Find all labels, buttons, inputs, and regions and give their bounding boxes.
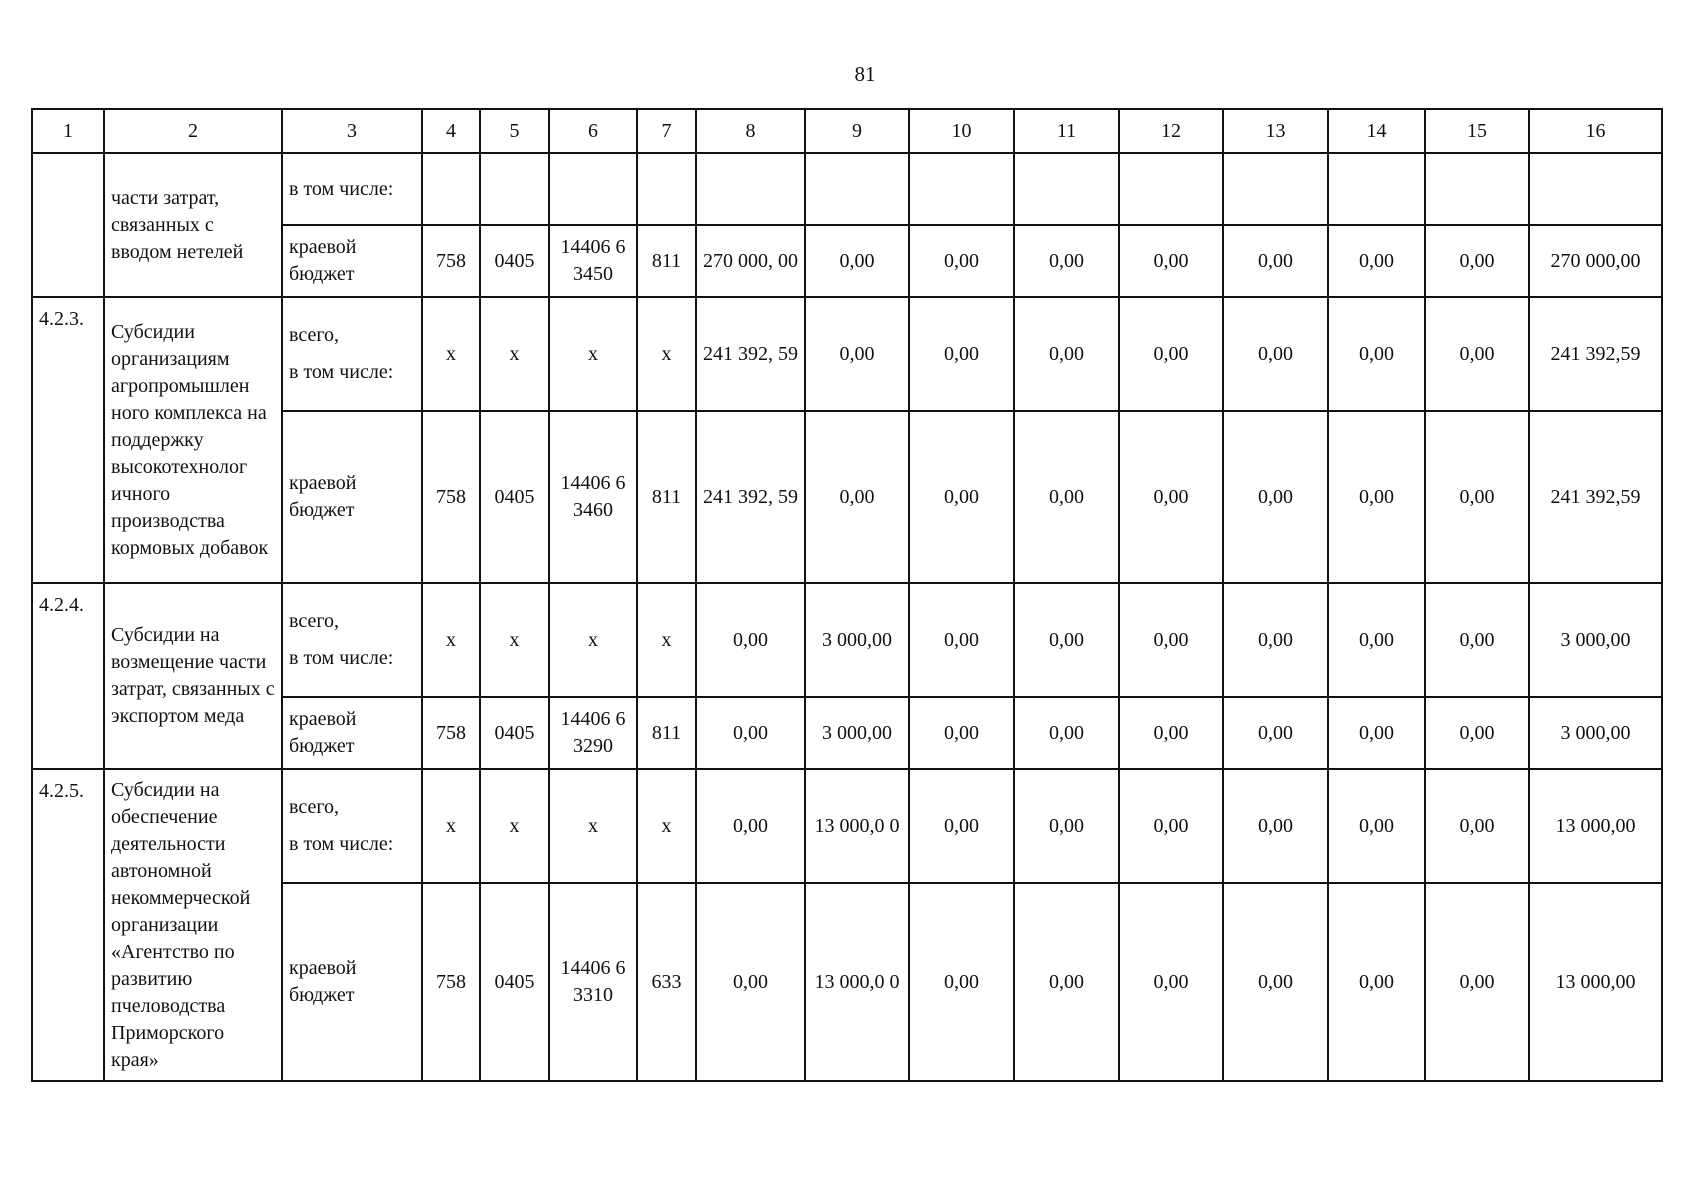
- cell-value: 0,00: [1328, 583, 1425, 697]
- cell-value: 0,00: [909, 583, 1014, 697]
- cell-value: 0,00: [1328, 883, 1425, 1081]
- cell-value: 3 000,00: [1529, 697, 1662, 769]
- source-total-label: всего,: [289, 796, 340, 818]
- cell-value: 0,00: [1425, 411, 1529, 583]
- column-header: 15: [1425, 109, 1529, 153]
- cell-value: 0,00: [1014, 225, 1119, 297]
- source-label: [282, 297, 422, 411]
- cell-value: 811: [637, 697, 696, 769]
- cell-value: 0,00: [909, 225, 1014, 297]
- cell-value: 270 000, 00: [696, 225, 805, 297]
- source-total-label: всего,: [289, 610, 340, 632]
- item-code: 4.2.4.: [32, 583, 104, 769]
- column-header: 5: [480, 109, 549, 153]
- cell-value: х: [549, 769, 637, 883]
- cell-value: 0,00: [909, 697, 1014, 769]
- cell-value: 0,00: [909, 411, 1014, 583]
- cell-value: 0,00: [1328, 697, 1425, 769]
- cell-value: 13 000,00: [1529, 769, 1662, 883]
- column-header: 2: [104, 109, 282, 153]
- item-name: Субсидии организациям агропромышлен ного комплекса на поддержку высокотехнолог ичного производства кормовых добавок: [104, 297, 282, 583]
- cell-value: 3 000,00: [1529, 583, 1662, 697]
- cell-value: 13 000,0 0: [805, 883, 909, 1081]
- cell-value: 241 392,59: [1529, 411, 1662, 583]
- source-label: краевой бюджет: [282, 225, 422, 297]
- cell-value: 758: [422, 697, 480, 769]
- cell-value: [1328, 153, 1425, 225]
- source-including-label: в том числе:: [289, 647, 394, 669]
- cell-value: 0,00: [1223, 769, 1328, 883]
- column-header: 4: [422, 109, 480, 153]
- cell-value: 0,00: [1014, 883, 1119, 1081]
- cell-value: 14406 63310: [549, 883, 637, 1081]
- cell-value: 0,00: [1119, 883, 1223, 1081]
- cell-value: 0,00: [1119, 583, 1223, 697]
- page-number: 81: [854, 62, 876, 86]
- column-header: 7: [637, 109, 696, 153]
- source-label: краевой бюджет: [282, 697, 422, 769]
- column-header: 12: [1119, 109, 1223, 153]
- column-header: 8: [696, 109, 805, 153]
- cell-value: 0,00: [1014, 411, 1119, 583]
- cell-value: 0,00: [1119, 297, 1223, 411]
- cell-value: [637, 153, 696, 225]
- cell-value: [1014, 153, 1119, 225]
- cell-value: [1425, 153, 1529, 225]
- cell-value: х: [549, 583, 637, 697]
- column-header: 6: [549, 109, 637, 153]
- source-including-label: в том числе:: [289, 833, 394, 855]
- cell-value: 811: [637, 225, 696, 297]
- cell-value: [1119, 153, 1223, 225]
- cell-value: 0,00: [1425, 225, 1529, 297]
- cell-value: 0,00: [696, 697, 805, 769]
- cell-value: [696, 153, 805, 225]
- cell-value: 0,00: [1425, 883, 1529, 1081]
- column-header: 13: [1223, 109, 1328, 153]
- cell-value: х: [637, 583, 696, 697]
- cell-value: 3 000,00: [805, 697, 909, 769]
- cell-value: 0,00: [805, 411, 909, 583]
- cell-value: 0,00: [696, 883, 805, 1081]
- cell-value: 0,00: [1223, 225, 1328, 297]
- cell-value: 633: [637, 883, 696, 1081]
- cell-value: [805, 153, 909, 225]
- cell-value: 0,00: [1119, 769, 1223, 883]
- column-header: 3: [282, 109, 422, 153]
- cell-value: 3 000,00: [805, 583, 909, 697]
- cell-value: 0,00: [1328, 411, 1425, 583]
- cell-value: 0,00: [1223, 883, 1328, 1081]
- cell-value: 758: [422, 225, 480, 297]
- cell-value: 0,00: [1425, 583, 1529, 697]
- table-row: [32, 769, 1662, 883]
- source-label: [282, 769, 422, 883]
- cell-value: 0,00: [1425, 697, 1529, 769]
- cell-value: [480, 153, 549, 225]
- cell-value: 0,00: [909, 883, 1014, 1081]
- source-total-label: всего,: [289, 324, 340, 346]
- cell-value: 0,00: [1223, 697, 1328, 769]
- cell-value: 0,00: [1223, 411, 1328, 583]
- cell-value: 0,00: [1223, 297, 1328, 411]
- item-name: Субсидии на возмещение части затрат, связанных с экспортом меда: [104, 583, 282, 769]
- item-code: 4.2.3.: [32, 297, 104, 583]
- cell-value: 758: [422, 883, 480, 1081]
- cell-value: 241 392, 59: [696, 297, 805, 411]
- cell-value: 0,00: [1014, 769, 1119, 883]
- column-header: 10: [909, 109, 1014, 153]
- column-header: 14: [1328, 109, 1425, 153]
- cell-value: 241 392, 59: [696, 411, 805, 583]
- cell-value: х: [549, 297, 637, 411]
- cell-value: 270 000,00: [1529, 225, 1662, 297]
- source-label: в том числе:: [282, 153, 422, 225]
- cell-value: 0,00: [1119, 225, 1223, 297]
- cell-value: 758: [422, 411, 480, 583]
- source-label: краевой бюджет: [282, 411, 422, 583]
- cell-value: 0,00: [1014, 697, 1119, 769]
- cell-value: 0,00: [1328, 297, 1425, 411]
- cell-value: х: [480, 769, 549, 883]
- item-code: [32, 153, 104, 297]
- cell-value: 811: [637, 411, 696, 583]
- cell-value: 0,00: [1119, 411, 1223, 583]
- cell-value: 14406 63460: [549, 411, 637, 583]
- cell-value: 241 392,59: [1529, 297, 1662, 411]
- table-row: [32, 583, 1662, 697]
- item-name: части затрат, связанных с вводом нетелей: [104, 153, 282, 297]
- cell-value: 0405: [480, 225, 549, 297]
- source-label: краевой бюджет: [282, 883, 422, 1081]
- cell-value: х: [422, 583, 480, 697]
- cell-value: 0405: [480, 883, 549, 1081]
- column-header: 9: [805, 109, 909, 153]
- budget-table: [31, 108, 1663, 1082]
- cell-value: 0,00: [1328, 225, 1425, 297]
- header-row: [32, 109, 1662, 153]
- column-header: 11: [1014, 109, 1119, 153]
- cell-value: х: [480, 297, 549, 411]
- cell-value: 0,00: [1014, 297, 1119, 411]
- table-row: [32, 297, 1662, 411]
- cell-value: 0,00: [1119, 697, 1223, 769]
- source-label: [282, 583, 422, 697]
- cell-value: 14406 63450: [549, 225, 637, 297]
- item-name: Субсидии на обеспечение деятельности автономной некоммерческой организации «Агентство по развитию пчеловодства Приморского края»: [104, 769, 282, 1081]
- cell-value: х: [480, 583, 549, 697]
- cell-value: х: [637, 769, 696, 883]
- cell-value: 0,00: [805, 225, 909, 297]
- cell-value: 0,00: [805, 297, 909, 411]
- cell-value: х: [637, 297, 696, 411]
- cell-value: 14406 63290: [549, 697, 637, 769]
- cell-value: [422, 153, 480, 225]
- cell-value: 0,00: [1425, 769, 1529, 883]
- cell-value: 0,00: [909, 297, 1014, 411]
- table-row: [32, 153, 1662, 225]
- cell-value: [909, 153, 1014, 225]
- cell-value: 0405: [480, 411, 549, 583]
- cell-value: [1223, 153, 1328, 225]
- cell-value: 13 000,0 0: [805, 769, 909, 883]
- cell-value: 0,00: [696, 769, 805, 883]
- cell-value: х: [422, 769, 480, 883]
- cell-value: 0,00: [909, 769, 1014, 883]
- cell-value: 0,00: [696, 583, 805, 697]
- cell-value: 0,00: [1328, 769, 1425, 883]
- cell-value: 0,00: [1223, 583, 1328, 697]
- cell-value: 0,00: [1425, 297, 1529, 411]
- cell-value: 0405: [480, 697, 549, 769]
- item-code: 4.2.5.: [32, 769, 104, 1081]
- cell-value: 0,00: [1014, 583, 1119, 697]
- cell-value: 13 000,00: [1529, 883, 1662, 1081]
- cell-value: [549, 153, 637, 225]
- cell-value: х: [422, 297, 480, 411]
- cell-value: [1529, 153, 1662, 225]
- column-header: 16: [1529, 109, 1662, 153]
- column-header: 1: [32, 109, 104, 153]
- source-including-label: в том числе:: [289, 361, 394, 383]
